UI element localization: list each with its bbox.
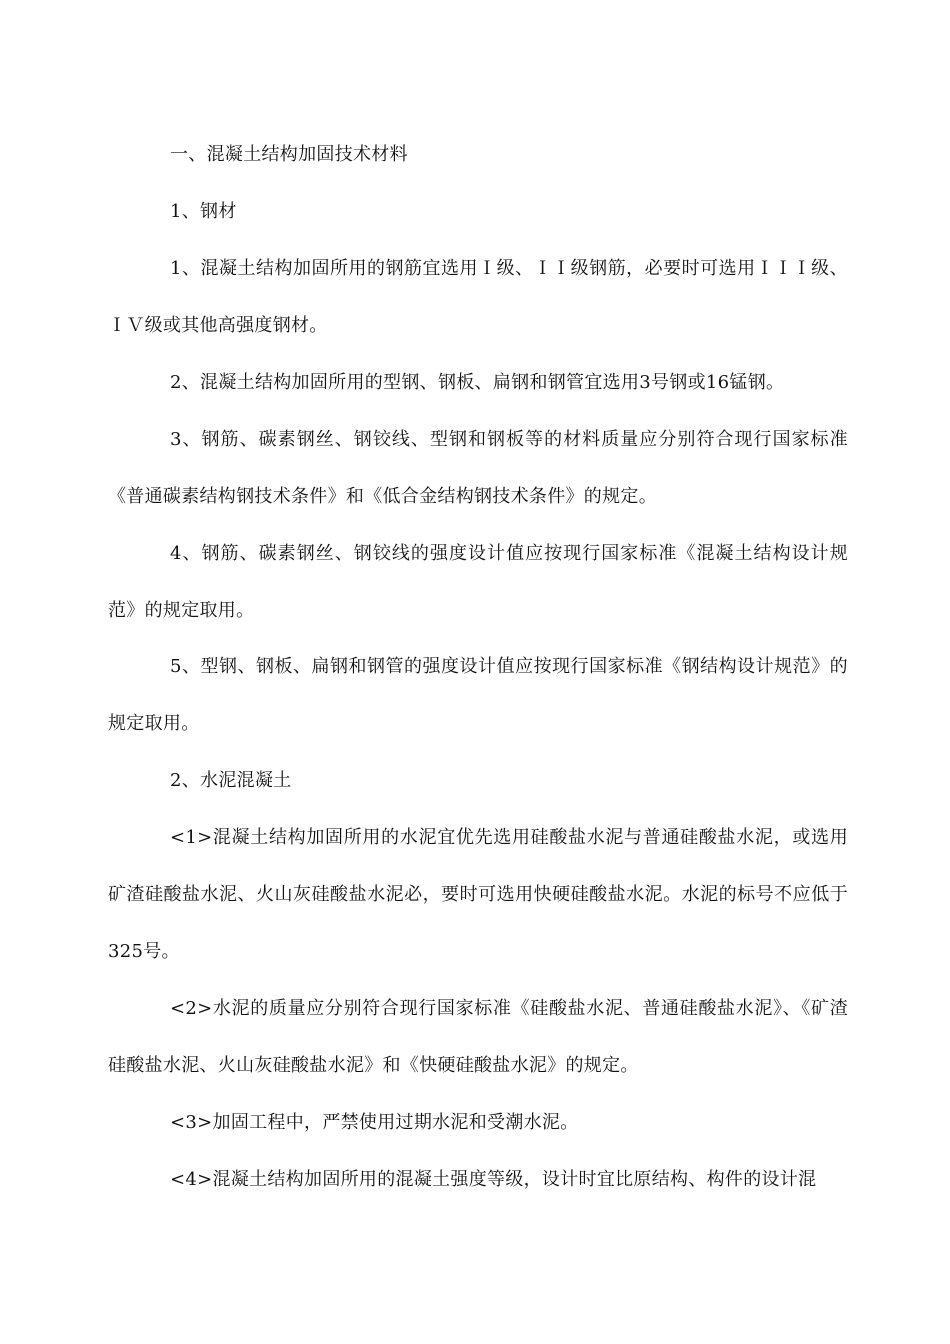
paragraph-cement-4: <4>混凝土结构加固所用的混凝土强度等级，设计时宜比原结构、构件的设计混: [170, 1169, 817, 1190]
paragraph-steel-3: 3、钢筋、碳素钢丝、钢铰线、型钢和钢板等的材料质量应分别符合现行国家标准《普通碳素结构钢技术条件》和《低合金结构钢技术条件》的规定。: [108, 429, 848, 507]
paragraph-cement-1: <1>混凝土结构加固所用的水泥宜优先选用硅酸盐水泥与普通硅酸盐水泥，或选用矿渣硅酸盐水泥、火山灰硅酸盐水泥必，要时可选用快硬硅酸盐水泥。水泥的标号不应低于325号。: [108, 827, 848, 962]
subsection-heading-cement: 2、水泥混凝土: [170, 770, 292, 791]
paragraph-cement-3: <3>加固工程中，严禁使用过期水泥和受潮水泥。: [170, 1112, 579, 1133]
paragraph-steel-2: 2、混凝土结构加固所用的型钢、钢板、扁钢和钢管宜选用3号钢或16锰钢。: [170, 372, 785, 393]
paragraph-cement-2: <2>水泥的质量应分别符合现行国家标准《硅酸盐水泥、普通硅酸盐水泥》、《矿渣硅酸盐水泥、火山灰硅酸盐水泥》和《快硬硅酸盐水泥》的规定。: [108, 998, 848, 1076]
section-heading: 一、混凝土结构加固技术材料: [170, 144, 408, 165]
subsection-heading-steel: 1、钢材: [170, 201, 237, 222]
paragraph-steel-1: 1、混凝土结构加固所用的钢筋宜选用Ｉ级、ＩＩ级钢筋，必要时可选用ＩＩＩ级、ＩＶ级或其他高强度钢材。: [108, 258, 848, 336]
paragraph-steel-5: 5、型钢、钢板、扁钢和钢管的强度设计值应按现行国家标准《钢结构设计规范》的规定取用。: [108, 656, 848, 734]
paragraph-steel-4: 4、钢筋、碳素钢丝、钢铰线的强度设计值应按现行国家标准《混凝土结构设计规范》的规定取用。: [108, 543, 848, 621]
